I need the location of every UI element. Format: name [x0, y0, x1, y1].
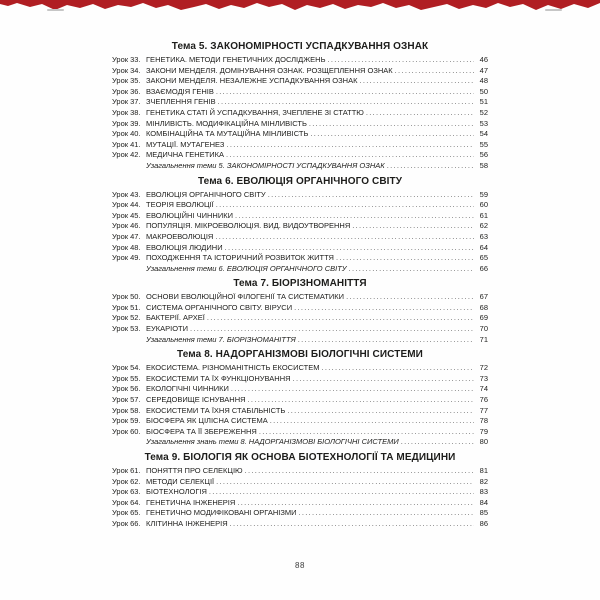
toc-section-heading: Тема 7. БІОРІЗНОМАНІТТЯ: [233, 278, 367, 290]
scan-mark-left: [47, 9, 64, 11]
dot-leader: [298, 508, 474, 519]
dot-leader: [259, 427, 474, 438]
dot-leader: [310, 129, 474, 140]
lesson-title: ЕВОЛЮЦІЯ ЛЮДИНИ: [146, 242, 223, 252]
toc-row: [112, 253, 488, 264]
lesson-title: ВЗАЄМОДІЯ ГЕНІВ: [146, 86, 214, 96]
page-number: 71: [479, 334, 488, 344]
toc-section-heading: Тема 9. БІОЛОГІЯ ЯК ОСНОВА БІОТЕХНОЛОГІЇ ТА МЕДИЦИНИ: [144, 452, 456, 463]
toc-section-heading: Тема 5. ЗАКОНОМІРНОСТІ УСПАДКУВАННЯ ОЗНАК: [171, 41, 429, 52]
toc-summary-row: [112, 264, 488, 275]
toc-row: [112, 200, 488, 211]
page-number: 52: [479, 107, 488, 117]
dot-leader: [321, 363, 474, 374]
dot-leader: [401, 437, 474, 448]
lesson-title: МЕТОДИ СЕЛЕКЦІЇ: [146, 476, 215, 486]
scan-mark-right: [545, 9, 562, 11]
toc-row: [112, 303, 488, 314]
page-number: 60: [479, 200, 488, 210]
page-number: 70: [479, 324, 488, 334]
toc-row: [112, 292, 488, 303]
lesson-title: МЕДИЧНА ГЕНЕТИКА: [146, 150, 225, 160]
dot-leader: [245, 466, 474, 477]
page-number: 68: [479, 302, 488, 312]
lesson-title: ЕКОЛОГІЧНІ ЧИННИКИ: [146, 384, 229, 394]
page-number: 56: [479, 150, 488, 160]
lesson-title: КЛІТИННА ІНЖЕНЕРІЯ: [146, 518, 228, 528]
toc-section: [112, 176, 488, 275]
dot-leader: [216, 87, 474, 98]
lesson-label: Урок 45.: [112, 210, 141, 220]
page-number: 54: [479, 129, 488, 139]
lesson-label: Урок 54.: [112, 363, 141, 373]
dot-leader: [366, 108, 474, 119]
lesson-label: Урок 64.: [112, 497, 141, 507]
lesson-label: Урок 57.: [112, 395, 141, 405]
toc-row: [112, 243, 488, 254]
dot-leader: [230, 519, 474, 530]
page-number: 64: [479, 242, 488, 252]
lesson-label: Урок 44.: [112, 200, 141, 210]
dot-leader: [349, 264, 474, 275]
lesson-label: Урок 60.: [112, 426, 141, 436]
dot-leader: [309, 119, 474, 130]
lesson-title: ЕВОЛЮЦІЙНІ ЧИННИКИ: [146, 210, 233, 220]
dot-leader: [336, 253, 474, 264]
toc-row: [112, 508, 488, 519]
page-number: 72: [479, 363, 488, 373]
lesson-title: ЗАКОНИ МЕНДЕЛЯ. ДОМІНУВАННЯ ОЗНАК. РОЗЩЕПЛЕННЯ ОЗНАК: [146, 65, 393, 75]
dot-leader: [190, 324, 474, 335]
page-number: 53: [479, 118, 488, 128]
toc-row: [112, 76, 488, 87]
toc-summary-row: [112, 161, 488, 172]
toc-row: [112, 384, 488, 395]
dot-leader: [226, 140, 474, 151]
lesson-label: Урок 43.: [112, 189, 141, 199]
page-number: 83: [479, 487, 488, 497]
lesson-title: Узагальнення теми 6. ЕВОЛЮЦІЯ ОРГАНІЧНОГО СВІТУ: [146, 263, 347, 273]
lesson-title: СЕРЕДОВИЩЕ ІСНУВАННЯ: [146, 395, 246, 405]
toc-row: [112, 466, 488, 477]
lesson-label: Урок 65.: [112, 508, 141, 518]
page-number: 50: [479, 86, 488, 96]
lesson-title: Узагальнення теми 7. БІОРІЗНОМАНІТТЯ: [146, 334, 296, 344]
dot-leader: [352, 221, 474, 232]
page-number: 59: [479, 189, 488, 199]
dot-leader: [346, 292, 474, 303]
lesson-title: МУТАЦІЇ. МУТАГЕНЕЗ: [146, 139, 225, 149]
toc-row: [112, 395, 488, 406]
lesson-label: Урок 50.: [112, 292, 141, 302]
lesson-label: Урок 53.: [112, 324, 141, 334]
page-number: 61: [479, 210, 488, 220]
lesson-label: Урок 37.: [112, 97, 141, 107]
lesson-title: ГЕНЕТИКА СТАТІ Й УСПАДКУВАННЯ, ЗЧЕПЛЕНЕ ЗІ СТАТТЮ: [146, 107, 364, 117]
page-number: 62: [479, 221, 488, 231]
toc-row: [112, 119, 488, 130]
page-number: 76: [479, 395, 488, 405]
dot-leader: [218, 97, 474, 108]
toc-row: [112, 97, 488, 108]
toc-section: [112, 41, 488, 172]
toc-row: [112, 150, 488, 161]
dot-leader: [294, 303, 474, 314]
dot-leader: [225, 243, 474, 254]
lesson-label: Урок 51.: [112, 302, 141, 312]
lesson-label: Урок 46.: [112, 221, 141, 231]
page-number: 86: [479, 518, 488, 528]
lesson-label: Урок 40.: [112, 129, 141, 139]
toc-row: [112, 87, 488, 98]
dot-leader: [237, 498, 474, 509]
lesson-label: Урок 58.: [112, 405, 141, 415]
lesson-label: Урок 34.: [112, 65, 141, 75]
dot-leader: [248, 395, 474, 406]
dot-leader: [387, 161, 474, 172]
page-number: 84: [479, 497, 488, 507]
toc-row: [112, 374, 488, 385]
lesson-label: Урок 66.: [112, 518, 141, 528]
lesson-title: ГЕНЕТИЧНА ІНЖЕНЕРІЯ: [146, 497, 236, 507]
lesson-title: БІОТЕХНОЛОГІЯ: [146, 487, 207, 497]
lesson-title: ПОХОДЖЕННЯ ТА ІСТОРИЧНИЙ РОЗВИТОК ЖИТТЯ: [146, 253, 334, 263]
lesson-label: Урок 61.: [112, 466, 141, 475]
lesson-title: СИСТЕМА ОРГАНІЧНОГО СВІТУ. ВІРУСИ: [146, 302, 293, 312]
toc-row: [112, 221, 488, 232]
dot-leader: [298, 335, 474, 346]
lesson-label: Урок 39.: [112, 118, 141, 128]
toc-row: [112, 232, 488, 243]
dot-leader: [226, 150, 474, 161]
page-number: 67: [479, 292, 488, 302]
lesson-label: Урок 48.: [112, 242, 141, 252]
dot-leader: [395, 66, 474, 77]
dot-leader: [268, 190, 474, 201]
dot-leader: [209, 487, 474, 498]
torn-red-page-edge: [0, 0, 600, 12]
lesson-title: ПОПУЛЯЦІЯ. МІКРОЕВОЛЮЦІЯ. ВИД. ВИДОУТВОРЕННЯ: [146, 221, 351, 231]
toc-row: [112, 477, 488, 488]
toc-summary-row: [112, 335, 488, 346]
lesson-label: Урок 38.: [112, 107, 141, 117]
page-number: 77: [479, 405, 488, 415]
lesson-title: ЕКОСИСТЕМА. РІЗНОМАНІТНІСТЬ ЕКОСИСТЕМ: [146, 363, 320, 373]
lesson-title: БІОСФЕРА ЯК ЦІЛІСНА СИСТЕМА: [146, 416, 268, 426]
lesson-title: ЕВОЛЮЦІЯ ОРГАНІЧНОГО СВІТУ: [146, 189, 266, 199]
page-number: 66: [479, 263, 488, 273]
lesson-label: Урок 55.: [112, 373, 141, 383]
page-number: 74: [479, 384, 488, 394]
toc-row: [112, 55, 488, 66]
lesson-label: Урок 56.: [112, 384, 141, 394]
toc-row: [112, 129, 488, 140]
dot-leader: [215, 232, 474, 243]
lesson-label: Урок 36.: [112, 86, 141, 96]
page-number: 58: [479, 160, 488, 170]
lesson-label: Урок 33.: [112, 55, 141, 64]
lesson-title: ГЕНЕТИКА. МЕТОДИ ГЕНЕТИЧНИХ ДОСЛІДЖЕНЬ: [146, 55, 326, 64]
toc-row: [112, 406, 488, 417]
toc-row: [112, 313, 488, 324]
lesson-title: ЕУКАРІОТИ: [146, 324, 189, 334]
dot-leader: [207, 313, 474, 324]
dot-leader: [235, 211, 474, 222]
toc-row: [112, 363, 488, 374]
toc-section: [112, 349, 488, 448]
toc-row: [112, 140, 488, 151]
toc-section-heading: Тема 8. НАДОРГАНІЗМОВІ БІОЛОГІЧНІ СИСТЕМИ: [177, 349, 423, 361]
lesson-title: БІОСФЕРА ТА ЇЇ ЗБЕРЕЖЕННЯ: [146, 426, 257, 436]
page-number: 65: [479, 253, 488, 263]
lesson-title: ЗАКОНИ МЕНДЕЛЯ. НЕЗАЛЕЖНЕ УСПАДКУВАННЯ ОЗНАК: [146, 76, 358, 86]
toc-row: [112, 427, 488, 438]
page-number: 85: [479, 508, 488, 518]
lesson-label: Урок 42.: [112, 150, 141, 160]
dot-leader: [270, 416, 474, 427]
toc-row: [112, 324, 488, 335]
dot-leader: [293, 374, 474, 385]
toc-row: [112, 211, 488, 222]
page-number: 51: [479, 97, 488, 107]
lesson-label: Урок 62.: [112, 476, 141, 486]
page-number: 81: [479, 466, 488, 475]
page-number: 55: [479, 139, 488, 149]
toc-summary-row: [112, 437, 488, 448]
page-number: 46: [479, 55, 488, 64]
toc-section: [112, 452, 488, 530]
toc-section-heading: Тема 6. ЕВОЛЮЦІЯ ОРГАНІЧНОГО СВІТУ: [197, 175, 403, 187]
lesson-title: КОМБІНАЦІЙНА ТА МУТАЦІЙНА МІНЛИВІСТЬ: [146, 129, 309, 139]
lesson-title: ОСНОВИ ЕВОЛЮЦІЙНОЇ ФІЛОГЕНІЇ ТА СИСТЕМАТИКИ: [146, 292, 345, 302]
torn-edge-shape: [0, 0, 600, 10]
lesson-label: Урок 41.: [112, 139, 141, 149]
lesson-title: БАКТЕРІЇ. АРХЕЇ: [146, 313, 205, 323]
page-number: 69: [479, 313, 488, 323]
toc-row: [112, 66, 488, 77]
lesson-title: ЗЧЕПЛЕННЯ ГЕНІВ: [146, 97, 216, 107]
lesson-label: Урок 59.: [112, 416, 141, 426]
page-number: 47: [479, 65, 488, 75]
dot-leader: [328, 55, 475, 66]
lesson-label: Урок 35.: [112, 76, 141, 86]
toc-section: [112, 278, 488, 345]
lesson-title: ГЕНЕТИЧНО МОДИФІКОВАНІ ОРГАНІЗМИ: [146, 508, 297, 518]
dot-leader: [216, 477, 474, 488]
toc-row: [112, 416, 488, 427]
lesson-title: ПОНЯТТЯ ПРО СЕЛЕКЦІЮ: [146, 466, 243, 475]
lesson-title: ТЕОРІЯ ЕВОЛЮЦІЇ: [146, 200, 214, 210]
lesson-title: МІНЛИВІСТЬ. МОДИФІКАЦІЙНА МІНЛИВІСТЬ: [146, 118, 307, 128]
page-number: 78: [479, 416, 488, 426]
lesson-title: Узагальнення теми 5. ЗАКОНОМІРНОСТІ УСПАДКУВАННЯ ОЗНАК: [146, 160, 385, 170]
page-number: 73: [479, 373, 488, 383]
dot-leader: [216, 200, 474, 211]
lesson-title: МАКРОЕВОЛЮЦІЯ: [146, 231, 214, 241]
toc-row: [112, 108, 488, 119]
lesson-label: Урок 52.: [112, 313, 141, 323]
page-number: 48: [479, 76, 488, 86]
page-number: 80: [479, 437, 488, 447]
lesson-title: ЕКОСИСТЕМИ ТА ЇХ ФУНКЦІОНУВАННЯ: [146, 373, 291, 383]
footer-page-number: 88: [295, 561, 305, 570]
toc-row: [112, 487, 488, 498]
lesson-label: Урок 49.: [112, 253, 141, 263]
toc-row: [112, 190, 488, 201]
dot-leader: [231, 384, 474, 395]
dot-leader: [359, 76, 474, 87]
toc-row: [112, 498, 488, 509]
toc-row: [112, 519, 488, 530]
lesson-title: Узагальнення знань теми 8. НАДОРГАНІЗМОВІ БІОЛОГІЧНІ СИСТЕМИ: [146, 437, 399, 447]
page-number: 79: [479, 426, 488, 436]
lesson-label: Урок 47.: [112, 231, 141, 241]
lesson-title: ЕКОСИСТЕМИ ТА ЇХНЯ СТАБІЛЬНІСТЬ: [146, 405, 286, 415]
dot-leader: [287, 406, 474, 417]
lesson-label: Урок 63.: [112, 487, 141, 497]
page-number: 82: [479, 476, 488, 486]
page-number: 63: [479, 231, 488, 241]
toc: [112, 41, 488, 530]
